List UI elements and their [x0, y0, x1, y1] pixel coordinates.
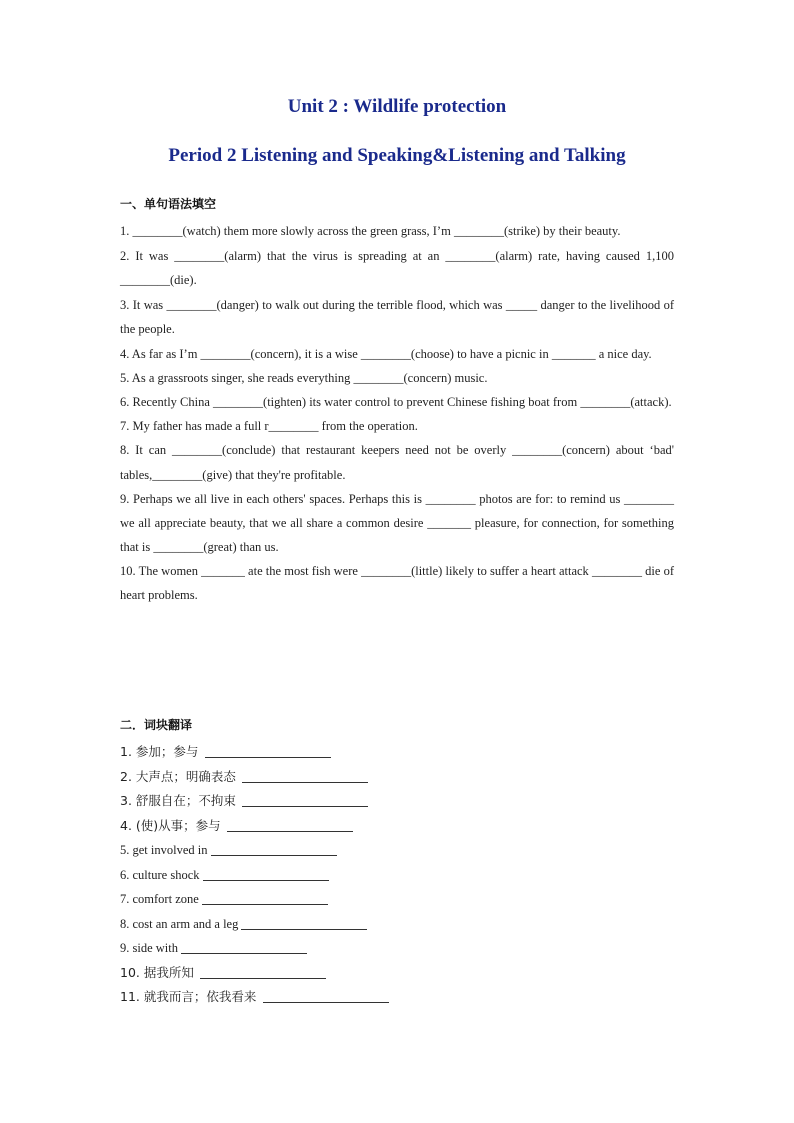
phrase-item	[120, 961, 674, 986]
phrase-item	[120, 936, 674, 961]
answer-blank[interactable]	[202, 890, 328, 905]
answer-blank[interactable]	[205, 743, 331, 758]
section-heading-translation: 二．词块翻译	[120, 718, 193, 732]
question-item: 4. As far as I’m ________(concern), it is a wise ________(choose) to have a picnic in _______ a nice day.	[120, 346, 652, 361]
answer-blank[interactable]	[200, 964, 326, 979]
phrase-prompt: 9. side with	[120, 941, 178, 955]
phrase-item	[120, 740, 674, 765]
question-item: 8. It can ________(conclude) that restaurant keepers need not be overly ________(concern) about ‘bad' tables,________(give) that they're profitable.	[120, 443, 674, 482]
question-item: 6. Recently China ________(tighten) its water control to prevent Chinese fishing boat from ________(attack).	[120, 395, 672, 409]
answer-blank[interactable]	[242, 768, 368, 783]
phrase-prompt: 3. 舒服自在；不拘束	[120, 793, 236, 808]
question-item: 2. It was ________(alarm) that the virus is spreading at an ________(alarm) rate, having caused 1,100 ________(die).	[120, 248, 674, 287]
phrase-prompt: 5. get involved in	[120, 843, 208, 857]
phrase-prompt: 10. 据我所知	[120, 964, 194, 980]
answer-blank[interactable]	[242, 792, 368, 807]
phrase-item	[120, 887, 674, 912]
phrase-prompt: 1. 参加；参与	[120, 744, 199, 759]
unit-title: Unit 2 : Wildlife protection	[287, 96, 507, 117]
question-item: 7. My father has made a full r________ from the operation.	[120, 419, 418, 433]
phrase-prompt: 7. comfort zone	[120, 892, 199, 906]
answer-blank[interactable]	[241, 915, 367, 930]
section-heading-grammar: 一、单句语法填空	[120, 197, 217, 211]
phrase-item	[120, 985, 674, 1010]
phrase-item	[120, 863, 674, 888]
period-title: Period 2 Listening and Speaking&Listening and Talking	[168, 145, 626, 166]
phrase-item	[120, 838, 674, 863]
phrase-item	[120, 789, 674, 814]
answer-blank[interactable]	[263, 988, 389, 1003]
phrase-prompt: 6. culture shock	[120, 867, 200, 882]
question-item: 9. Perhaps we all live in each others' spaces. Perhaps this is ________ photos are for: to remind us ________ we all appreciate beauty, that we all share a common desire _______ pleasure, for connection, for something that is ________(great) than us.	[120, 492, 674, 554]
phrase-prompt: 4. (使)从事；参与	[120, 817, 221, 833]
phrase-prompt: 11. 就我而言；依我看来	[120, 989, 257, 1004]
answer-blank[interactable]	[181, 939, 307, 954]
phrase-prompt: 8. cost an arm and a leg	[120, 916, 239, 931]
answer-blank[interactable]	[211, 841, 337, 856]
phrase-translation-list	[120, 740, 674, 1010]
phrase-prompt: 2. 大声点；明确表态	[120, 768, 236, 784]
grammar-question-list	[120, 219, 674, 607]
question-item: 5. As a grassroots singer, she reads everything ________(concern) music.	[120, 371, 488, 385]
phrase-item	[120, 912, 674, 937]
phrase-item	[120, 765, 674, 790]
question-item: 1. ________(watch) them more slowly across the green grass, I’m ________(strike) by their beauty.	[120, 224, 621, 238]
question-item: 3. It was ________(danger) to walk out during the terrible flood, which was _____ danger to the livelihood of the people.	[120, 297, 674, 336]
question-item: 10. The women _______ ate the most fish were ________(little) likely to suffer a heart attack ________ die of heart problems.	[120, 564, 674, 602]
phrase-item	[120, 814, 674, 839]
answer-blank[interactable]	[203, 866, 329, 881]
answer-blank[interactable]	[227, 817, 353, 832]
